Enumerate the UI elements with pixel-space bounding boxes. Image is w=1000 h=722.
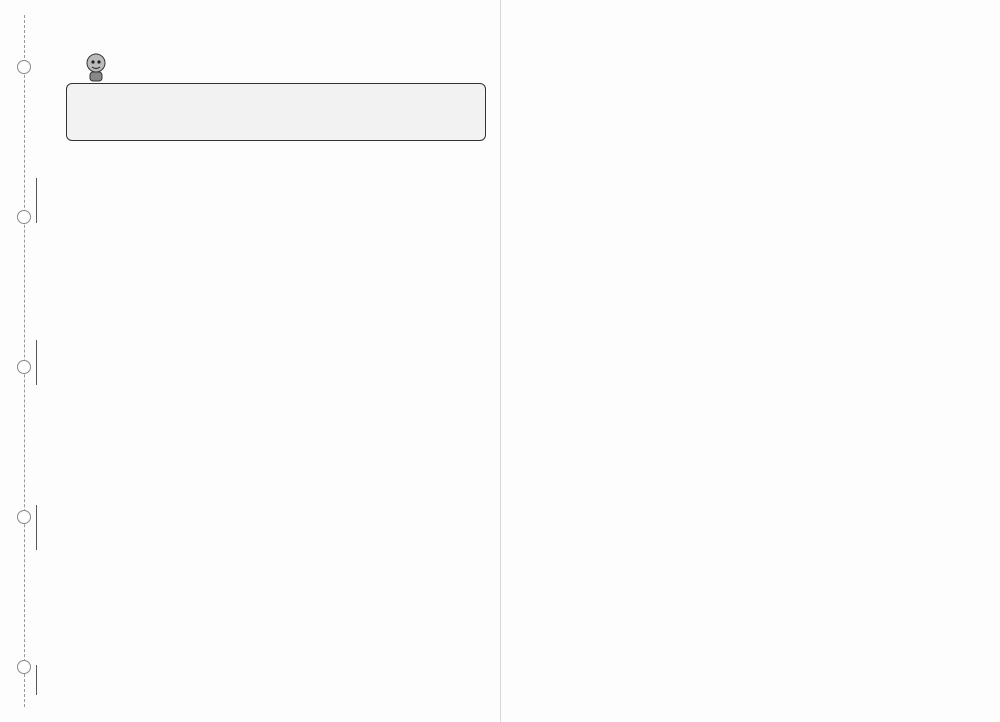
school-line — [36, 665, 37, 695]
binding-hole-icon — [17, 210, 31, 224]
right-page — [500, 0, 1000, 722]
number-line — [36, 178, 37, 223]
mascot-icon — [82, 52, 110, 82]
title-box — [66, 83, 486, 141]
binding-hole-icon — [17, 360, 31, 374]
binding-hole-icon — [17, 660, 31, 674]
binding-hole-icon — [17, 60, 31, 74]
binding-hole-icon — [17, 510, 31, 524]
class-line — [36, 505, 37, 550]
binding-strip — [0, 0, 48, 722]
name-line — [36, 340, 37, 385]
